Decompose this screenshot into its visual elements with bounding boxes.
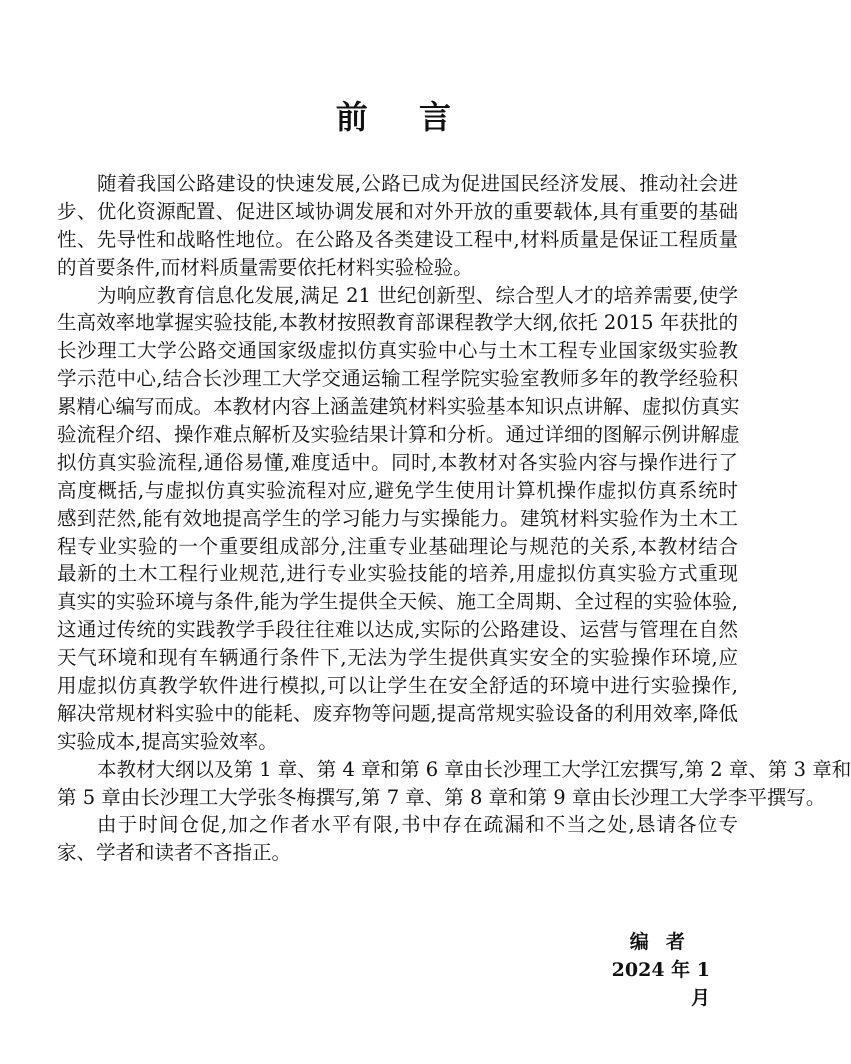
paragraph-line: 高度概括,与虚拟仿真实验流程对应,避免学生使用计算机操作虚拟仿真系统时 (57, 478, 738, 502)
paragraph-line: 生高效率地掌握实验技能,本教材按照教育部课程教学大纲,依托 2015 年获批的 (57, 311, 738, 335)
paragraph-line: 的首要条件,而材料质量需要依托材料实验检验。 (57, 255, 473, 279)
paragraph-line: 最新的土木工程行业规范,进行专业实验技能的培养,用虚拟仿真实验方式重现 (57, 562, 738, 586)
paragraph-line: 步、优化资源配置、促进区域协调发展和对外开放的重要载体,具有重要的基础 (57, 199, 738, 223)
paragraph-line: 解决常规材料实验中的能耗、废弃物等问题,提高常规实验设备的利用效率,降低 (57, 701, 738, 725)
paragraph-line: 验流程介绍、操作难点解析及实验结果计算和分析。通过详细的图解示例讲解虚 (57, 423, 740, 447)
paragraph-line: 由于时间仓促,加之作者水平有限,书中存在疏漏和不当之处,恳请各位专 (97, 813, 738, 837)
paragraph (57, 170, 738, 282)
paragraph-line: 程专业实验的一个重要组成部分,注重专业基础理论与规范的关系,本教材结合 (57, 534, 738, 558)
paragraph-line: 本教材大纲以及第 1 章、第 4 章和第 6 章由长沙理工大学江宏撰写,第 2 章、第 3 章和 (97, 757, 851, 781)
signature-author: 编者 (629, 931, 702, 953)
paragraph-line: 第 5 章由长沙理工大学张冬梅撰写,第 7 章、第 8 章和第 9 章由长沙理工大学李平撰写。 (57, 785, 826, 809)
paragraph-line: 为响应教育信息化发展,满足 21 世纪创新型、综合型人才的培养需要,使学 (97, 283, 738, 307)
paragraph-line: 用虚拟仿真教学软件进行模拟,可以让学生在安全舒适的环境中进行实验操作, (57, 674, 738, 698)
paragraph-line: 长沙理工大学公路交通国家级虚拟仿真实验中心与土木工程专业国家级实验教 (57, 339, 738, 363)
paragraph-line: 实验成本,提高实验效率。 (57, 729, 278, 753)
paragraph-line: 学示范中心,结合长沙理工大学交通运输工程学院实验室教师多年的教学经验积 (57, 367, 738, 391)
signature-date: 2024 年 1 月 (611, 959, 710, 1009)
signature-block (600, 928, 710, 1012)
paragraph-line: 性、先导性和战略性地位。在公路及各类建设工程中,材料质量是保证工程质量 (57, 227, 738, 251)
paragraph (57, 811, 738, 867)
paragraph-line: 累精心编写而成。本教材内容上涵盖建筑材料实验基本知识点讲解、虚拟仿真实 (57, 395, 740, 419)
paragraph-line: 这通过传统的实践教学手段往往难以达成,实际的公路建设、运营与管理在自然 (57, 618, 738, 642)
paragraph-line: 天气环境和现有车辆通行条件下,无法为学生提供真实安全的实验操作环境,应 (57, 646, 738, 670)
paragraph (57, 282, 738, 756)
title-char-1: 前 (335, 98, 371, 136)
page-title (0, 92, 790, 138)
paragraph-line: 感到茫然,能有效地提高学生的学习能力与实操能力。建筑材料实验作为土木工 (57, 506, 738, 530)
paragraph-line: 真实的实验环境与条件,能为学生提供全天候、施工全周期、全过程的实验体验, (57, 590, 738, 614)
title-char-2: 言 (419, 98, 455, 136)
paragraph-line: 拟仿真实验流程,通俗易懂,难度适中。同时,本教材对各实验内容与操作进行了 (57, 450, 738, 474)
paragraph (57, 756, 851, 812)
paragraph-line: 家、学者和读者不吝指正。 (57, 841, 292, 865)
paragraph-line: 随着我国公路建设的快速发展,公路已成为促进国民经济发展、推动社会进 (97, 172, 738, 195)
preface-body (57, 170, 851, 867)
